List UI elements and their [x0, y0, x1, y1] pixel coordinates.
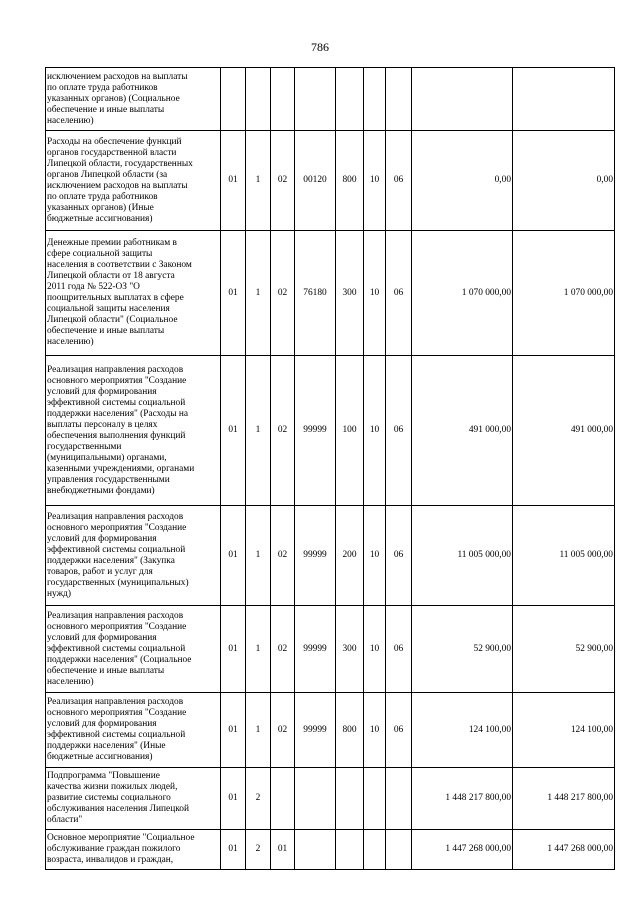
code-2: 1 [246, 506, 271, 606]
amount-1: 491 000,00 [412, 356, 513, 506]
row-description: Расходы на обеспечение функций органов государственной власти Липецкой области, государственных органов Липецкой области (за исключением расходов на выплаты по оплате труда работников указанных органов) (Иные бюджетные ассигнования) [46, 131, 221, 231]
code-7 [386, 68, 412, 131]
amount-2: 124 100,00 [513, 693, 615, 768]
code-5 [336, 68, 364, 131]
amount-2: 52 900,00 [513, 606, 615, 693]
amount-1: 11 005 000,00 [412, 506, 513, 606]
code-5: 800 [336, 693, 364, 768]
code-1: 01 [221, 606, 246, 693]
amount-2: 1 448 217 800,00 [513, 768, 615, 830]
table-row [46, 356, 615, 506]
code-4: 99999 [295, 356, 336, 506]
code-5 [336, 768, 364, 830]
code-5: 300 [336, 606, 364, 693]
amount-2: 1 070 000,00 [513, 231, 615, 356]
code-6: 10 [364, 693, 386, 768]
code-1: 01 [221, 693, 246, 768]
amount-1: 124 100,00 [412, 693, 513, 768]
code-1: 01 [221, 830, 246, 870]
code-3 [271, 68, 295, 131]
code-7: 06 [386, 356, 412, 506]
code-5: 300 [336, 231, 364, 356]
amount-2: 1 447 268 000,00 [513, 830, 615, 870]
amount-1 [412, 68, 513, 131]
code-2: 2 [246, 830, 271, 870]
code-1: 01 [221, 356, 246, 506]
code-6: 10 [364, 506, 386, 606]
table-row [46, 768, 615, 830]
code-5 [336, 830, 364, 870]
row-description: Подпрограмма "Повышение качества жизни пожилых людей, развитие системы социального обслуживания населения Липецкой области" [46, 768, 221, 830]
code-5: 200 [336, 506, 364, 606]
code-3: 02 [271, 506, 295, 606]
code-1: 01 [221, 231, 246, 356]
code-4: 99999 [295, 606, 336, 693]
code-3: 01 [271, 830, 295, 870]
row-description: Основное мероприятие "Социальное обслуживание граждан пожилого возраста, инвалидов и граждан, [46, 830, 221, 870]
code-4: 76180 [295, 231, 336, 356]
code-1: 01 [221, 131, 246, 231]
code-4 [295, 768, 336, 830]
amount-2: 11 005 000,00 [513, 506, 615, 606]
table-row [46, 693, 615, 768]
code-6: 10 [364, 131, 386, 231]
code-6 [364, 768, 386, 830]
table-row [46, 606, 615, 693]
table-row [46, 131, 615, 231]
code-3: 02 [271, 231, 295, 356]
code-4: 99999 [295, 506, 336, 606]
code-3 [271, 768, 295, 830]
code-2 [246, 68, 271, 131]
code-2: 1 [246, 231, 271, 356]
code-7: 06 [386, 506, 412, 606]
amount-1: 52 900,00 [412, 606, 513, 693]
amount-2: 0,00 [513, 131, 615, 231]
amount-2: 491 000,00 [513, 356, 615, 506]
row-description: исключением расходов на выплаты по оплате труда работников указанных органов) (Социальное обеспечение и иные выплаты населению) [46, 68, 221, 131]
page-number: 786 [311, 40, 329, 54]
code-3: 02 [271, 693, 295, 768]
code-5: 800 [336, 131, 364, 231]
amount-1: 1 448 217 800,00 [412, 768, 513, 830]
code-1 [221, 68, 246, 131]
code-1: 01 [221, 506, 246, 606]
amount-1: 1 447 268 000,00 [412, 830, 513, 870]
amount-1: 1 070 000,00 [412, 231, 513, 356]
code-2: 2 [246, 768, 271, 830]
code-4 [295, 830, 336, 870]
code-2: 1 [246, 693, 271, 768]
code-3: 02 [271, 356, 295, 506]
budget-table [45, 67, 615, 870]
code-3: 02 [271, 131, 295, 231]
row-description: Реализация направления расходов основного мероприятия "Создание условий для формирования эффективной системы социальной поддержки населения" (Расходы на выплаты персоналу в целях обеспечения выполнения функций государственными (муниципальными) органами, казенными учреждениями, органами управления государственными внебюджетными фондами) [46, 356, 221, 506]
code-2: 1 [246, 131, 271, 231]
code-2: 1 [246, 356, 271, 506]
table-row [46, 506, 615, 606]
amount-2 [513, 68, 615, 131]
amount-1: 0,00 [412, 131, 513, 231]
code-4: 00120 [295, 131, 336, 231]
code-7: 06 [386, 131, 412, 231]
code-1: 01 [221, 768, 246, 830]
table-row [46, 231, 615, 356]
code-7 [386, 830, 412, 870]
code-6: 10 [364, 606, 386, 693]
row-description: Реализация направления расходов основного мероприятия "Создание условий для формирования эффективной системы социальной поддержки населения" (Иные бюджетные ассигнования) [46, 693, 221, 768]
row-description: Реализация направления расходов основного мероприятия "Создание условий для формирования эффективной системы социальной поддержки населения" (Социальное обеспечение и иные выплаты населению) [46, 606, 221, 693]
code-4 [295, 68, 336, 131]
code-6: 10 [364, 231, 386, 356]
code-6: 10 [364, 356, 386, 506]
code-6 [364, 830, 386, 870]
code-4: 99999 [295, 693, 336, 768]
code-5: 100 [336, 356, 364, 506]
code-6 [364, 68, 386, 131]
code-2: 1 [246, 606, 271, 693]
table-row [46, 68, 615, 131]
code-7: 06 [386, 231, 412, 356]
row-description: Денежные премии работникам в сфере социальной защиты населения в соответствии с Законом Липецкой области от 18 августа 2011 года № 522-ОЗ "О поощрительных выплатах в сфере социальной защиты населения Липецкой области" (Социальное обеспечение и иные выплаты населению) [46, 231, 221, 356]
table-row [46, 830, 615, 870]
code-3: 02 [271, 606, 295, 693]
code-7 [386, 768, 412, 830]
code-7: 06 [386, 693, 412, 768]
row-description: Реализация направления расходов основного мероприятия "Создание условий для формирования эффективной системы социальной поддержки населения" (Закупка товаров, работ и услуг для государственных (муниципальных) нужд) [46, 506, 221, 606]
code-7: 06 [386, 606, 412, 693]
